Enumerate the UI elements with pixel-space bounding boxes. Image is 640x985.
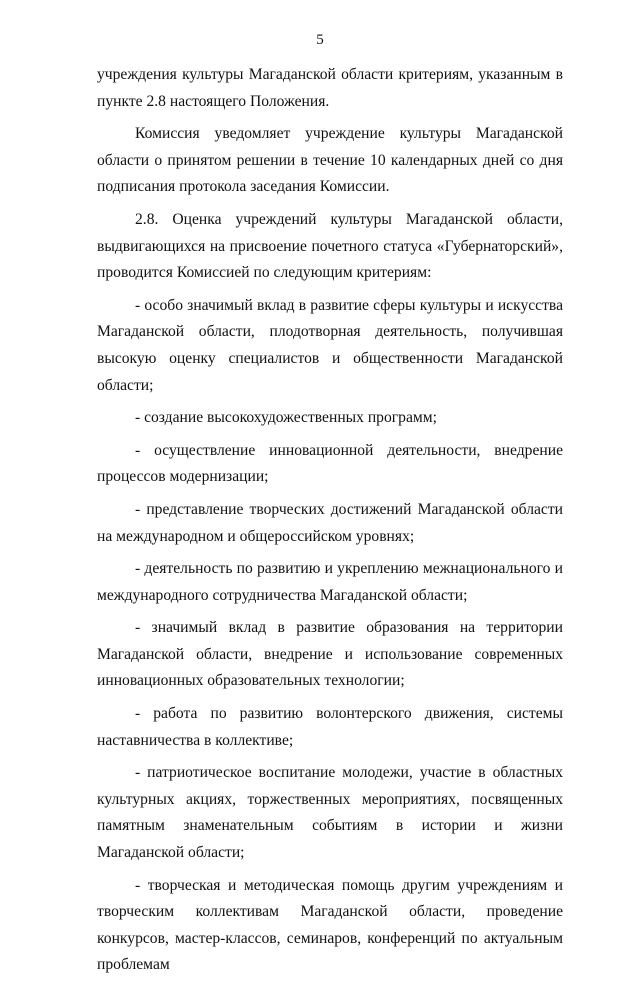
criteria-item: - патриотическое воспитание молодежи, участие в областных культурных акциях, торжественных мероприятиях, посвященных памятным знаменательным событиям в истории и жизни Магаданской области; bbox=[97, 764, 563, 862]
page-number: 5 bbox=[316, 32, 324, 48]
criteria-item: - представление творческих достижений Магаданской области на международном и общероссийском уровнях; bbox=[97, 500, 563, 545]
paragraph-criteria-intro: 2.8. Оценка учреждений культуры Магаданской области, выдвигающихся на присвоение почетного статуса «Губернаторский», проводится Комиссией по следующим критериям: bbox=[97, 210, 563, 282]
criteria-item: - осуществление инновационной деятельности, внедрение процессов модернизации; bbox=[97, 441, 563, 486]
paragraph-continuation: учреждения культуры Магаданской области критериям, указанным в пункте 2.8 настоящего Положения. bbox=[97, 66, 563, 110]
criteria-item: - деятельность по развитию и укреплению межнационального и международного сотрудничества Магаданской области; bbox=[97, 560, 563, 604]
document-body bbox=[97, 62, 563, 985]
criteria-item: - значимый вклад в развитие образования на территории Магаданской области, внедрение и использование современных инновационных образовательных технологии; bbox=[97, 619, 563, 690]
paragraph-commission-notice: Комиссия уведомляет учреждение культуры Магаданской области о принятом решении в течение 10 календарных дней со дня подписания протокола заседания Комиссии. bbox=[97, 125, 563, 196]
criteria-item: - работа по развитию волонтерского движения, системы наставничества в коллективе; bbox=[97, 705, 563, 749]
criteria-item: - создание высокохудожественных программ; bbox=[135, 409, 437, 427]
criteria-item: - особо значимый вклад в развитие сферы культуры и искусства Магаданской области, плодотворная деятельность, получившая высокую оценку специалистов и общественности Магаданской области; bbox=[97, 296, 563, 394]
criteria-item: - творческая и методическая помощь другим учреждениям и творческим коллективам Магаданской области, проведение конкурсов, мастер-классов, семинаров, конференций по актуальным проблемам bbox=[97, 876, 563, 974]
